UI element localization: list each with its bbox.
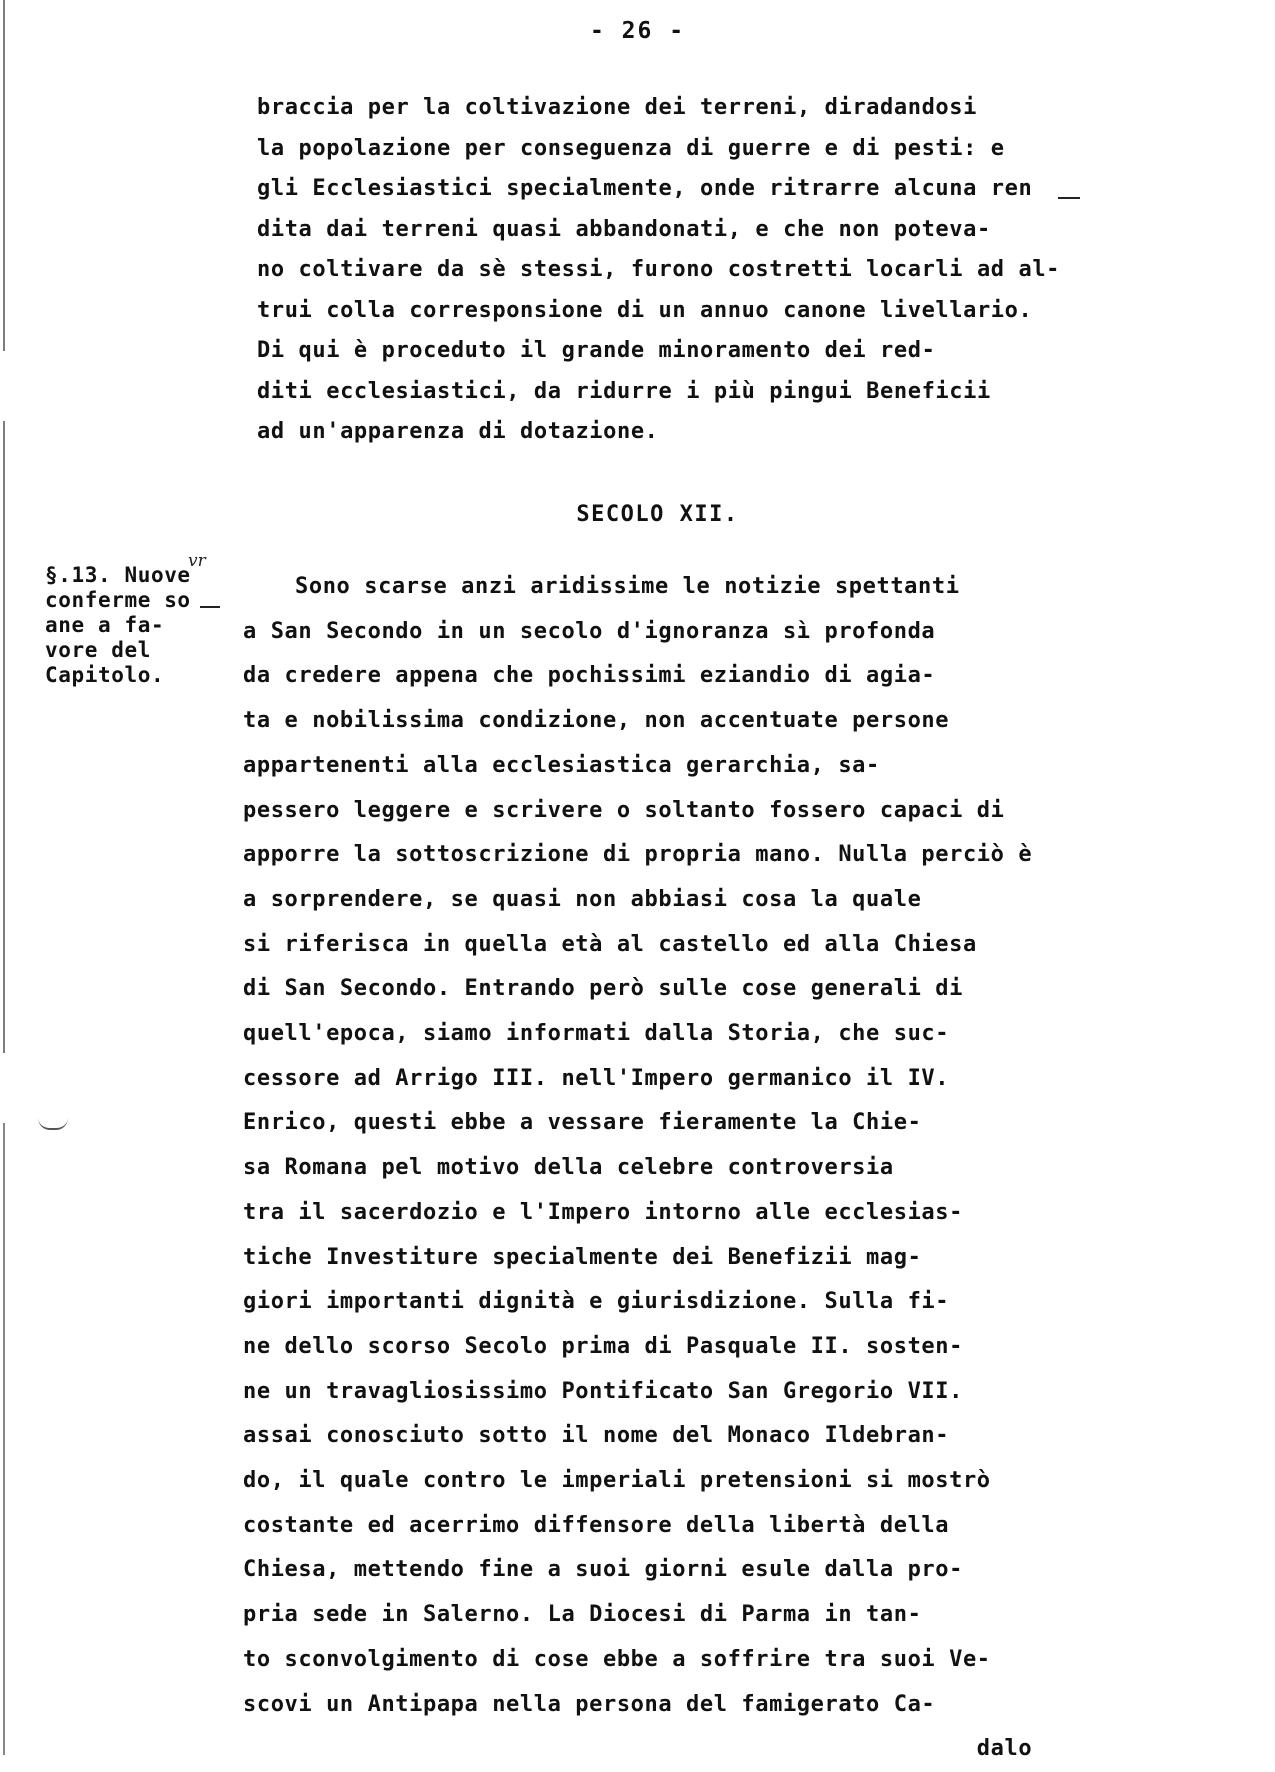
text-line: dita dai terreni quasi abbandonati, e che non poteva- <box>257 216 991 242</box>
text-line: dalo <box>976 1736 1033 1762</box>
text-line: giori importanti dignità e giurisdizione. Sulla fi- <box>243 1289 950 1315</box>
text-line: appartenenti alla ecclesiastica gerarchia, sa- <box>243 752 880 778</box>
text-line: tra il sacerdozio e l'Impero intorno alle ecclesias- <box>243 1199 963 1225</box>
pen-underline <box>200 606 220 608</box>
text-line: to sconvolgimento di cose ebbe a soffrire tra suoi Ve- <box>243 1646 991 1672</box>
text-line: pria sede in Salerno. La Diocesi di Parma in tan- <box>243 1602 922 1628</box>
text-line: apporre la sottoscrizione di propria mano. Nulla perciò è <box>243 842 1033 868</box>
text-line: Chiesa, mettendo fine a suoi giorni esule dalla pro- <box>243 1557 963 1583</box>
main-paragraph <box>243 565 1032 1772</box>
margin-note <box>45 563 191 688</box>
pen-underline <box>1058 197 1080 199</box>
text-line: cessore ad Arrigo III. nell'Impero germanico il IV. <box>243 1065 950 1091</box>
margin-note-line: ane a fa- <box>45 613 165 637</box>
section-heading: SECOLO XII. <box>576 502 739 527</box>
text-line: a sorprendere, se quasi non abbiasi cosa la quale <box>243 886 922 912</box>
text-line: assai conosciuto sotto il nome del Monaco Ildebran- <box>243 1423 950 1449</box>
page-number: - 26 - <box>589 18 686 44</box>
margin-note-line: §.13. Nuove <box>45 563 191 587</box>
text-line: scovi un Antipapa nella persona del famigerato Ca- <box>243 1691 936 1717</box>
text-line: costante ed acerrimo diffensore della libertà della <box>243 1512 950 1538</box>
text-line: quell'epoca, siamo informati dalla Storia, che suc- <box>243 1021 950 1047</box>
text-line: ne dello scorso Secolo prima di Pasquale II. sosten- <box>243 1333 963 1359</box>
text-line: Sono scarse anzi aridissime le notizie spettanti <box>295 574 960 599</box>
pen-mark <box>38 1118 68 1130</box>
text-line: da credere appena che pochissimi eziandio di agia- <box>243 663 936 689</box>
text-line: tiche Investiture specialmente dei Benefizii mag- <box>243 1244 922 1270</box>
text-line: si riferisca in quella età al castello ed alla Chiesa <box>243 931 977 957</box>
text-line: Enrico, questi ebbe a vessare fieramente la Chie- <box>243 1110 922 1136</box>
text-line: ta e nobilissima condizione, non accentuate persone <box>243 708 950 734</box>
margin-note-line: Capitolo. <box>45 663 165 687</box>
text-line: do, il quale contro le imperiali pretensioni si mostrò <box>243 1468 991 1494</box>
text-line: gli Ecclesiastici specialmente, onde ritrarre alcuna ren <box>257 176 1033 201</box>
text-line: pessero leggere e scrivere o soltanto fossero capaci di <box>243 797 1005 823</box>
text-line: ne un travagliosissimo Pontificato San Gregorio VII. <box>243 1378 963 1404</box>
text-line: braccia per la coltivazione dei terreni, diradandosi <box>257 95 977 120</box>
margin-note-line: conferme so <box>45 588 191 612</box>
handwritten-insert: vr <box>188 551 206 571</box>
text-line: trui colla corresponsione di un annuo canone livellario. <box>257 297 1033 323</box>
text-line: a San Secondo in un secolo d'ignoranza sì profonda <box>243 618 936 644</box>
margin-note-line: vore del <box>45 638 151 662</box>
binding-edge <box>3 0 5 1755</box>
text-line: ad un'apparenza di dotazione. <box>257 419 659 444</box>
top-paragraph <box>257 88 1060 453</box>
text-line: di San Secondo. Entrando però sulle cose generali di <box>243 976 963 1002</box>
text-line: sa Romana pel motivo della celebre controversia <box>243 1155 894 1181</box>
text-line: no coltivare da sè stessi, furono costretti locarli ad al- <box>257 257 1061 282</box>
text-line: Di qui è proceduto il grande minoramento dei red- <box>257 338 936 363</box>
text-line: diti ecclesiastici, da ridurre i più pingui Beneficii <box>257 378 991 404</box>
text-line: la popolazione per conseguenza di guerre e di pesti: e <box>257 135 1005 161</box>
